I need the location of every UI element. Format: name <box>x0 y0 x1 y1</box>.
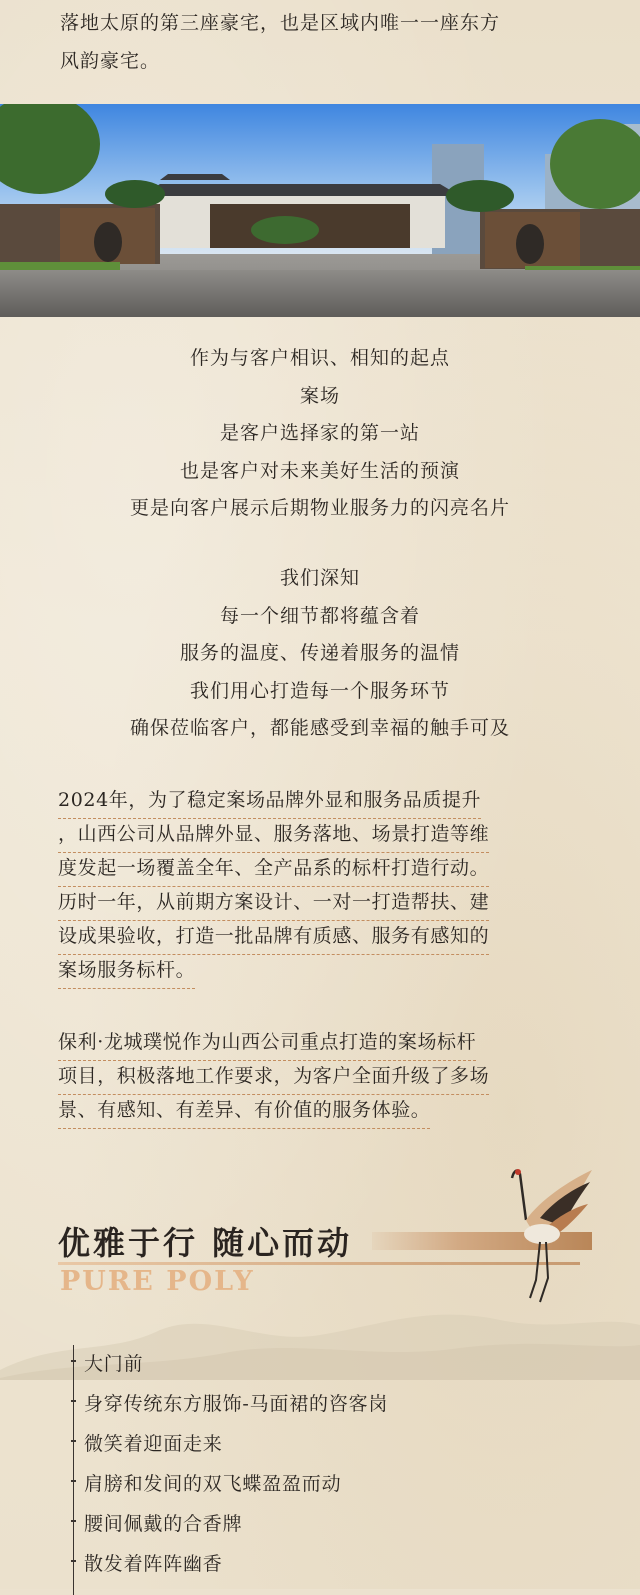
list-item-text: 散发着阵阵幽香 <box>84 1553 223 1575</box>
list-item-text: 微笑着迎面走来 <box>84 1433 223 1455</box>
poem-line: 服务的温度、传递着服务的温情 <box>179 642 460 664</box>
paragraph-line: 项目，积极落地工作要求，为客户全面升级了多场 <box>58 1060 489 1095</box>
list-tick <box>71 1440 76 1442</box>
list-item-text: 腰间佩戴的合香牌 <box>84 1513 243 1535</box>
list-item <box>84 1344 604 1384</box>
poem-line: 更是向客户展示后期物业服务力的闪亮名片 <box>129 497 510 519</box>
list-timeline-line <box>73 1345 74 1595</box>
list-tick <box>71 1520 76 1522</box>
poem-line: 作为与客户相识、相知的起点 <box>189 347 450 369</box>
paragraph-line: 景、有感知、有差异、有价值的服务体验。 <box>58 1094 430 1129</box>
paragraph-line: 度发起一场覆盖全年、全产品系的标杆打造行动。 <box>58 852 489 887</box>
poem-block-service <box>0 560 640 748</box>
list-tick <box>71 1560 76 1562</box>
section-subtitle: PURE POLY <box>60 1266 255 1297</box>
list-item <box>84 1544 604 1584</box>
paragraph-line: 保利·龙城璞悦作为山西公司重点打造的案场标杆 <box>58 1026 476 1061</box>
poem-block-intro <box>0 340 640 528</box>
list-item <box>84 1424 604 1464</box>
welcome-service-list <box>84 1344 604 1584</box>
list-item-text: 肩膀和发间的双飞蝶盈盈而动 <box>84 1473 342 1495</box>
section-title: 优雅于行 随心而动 <box>58 1224 353 1262</box>
intro-line: 落地太原的第三座豪宅，也是区域内唯一一座东方 <box>60 12 501 34</box>
poem-line: 每一个细节都将蕴含着 <box>219 604 420 627</box>
photo-illustration <box>0 104 640 317</box>
list-tick <box>71 1400 76 1402</box>
paragraph-line: 2024年，为了稳定案场品牌外显和服务品质提升 <box>58 784 481 819</box>
paragraph-line: ，山西公司从品牌外显、服务落地、场景打造等维 <box>58 818 489 853</box>
paragraph-line: 案场服务标杆。 <box>58 954 195 989</box>
list-item <box>84 1384 604 1424</box>
list-tick <box>71 1360 76 1362</box>
paragraph-line: 设成果验收，打造一批品牌有质感、服务有感知的 <box>58 920 489 955</box>
list-tick <box>71 1480 76 1482</box>
poem-line: 确保莅临客户，都能感受到幸福的触手可及 <box>129 717 510 739</box>
paragraph-project <box>58 1026 598 1128</box>
poem-line: 也是客户对未来美好生活的预演 <box>179 459 460 482</box>
poem-line: 我们深知 <box>279 567 360 589</box>
poem-line: 我们用心打造每一个服务环节 <box>189 679 450 702</box>
intro-text <box>60 4 600 80</box>
list-item <box>84 1464 604 1504</box>
poem-line: 案场 <box>299 384 340 407</box>
crane-icon <box>500 1160 600 1310</box>
estate-entrance-photo <box>0 104 640 317</box>
paragraph-benchmark-action <box>58 784 598 988</box>
list-item-text: 身穿传统东方服饰-马面裙的咨客岗 <box>84 1393 389 1415</box>
list-item-text: 大门前 <box>84 1353 144 1375</box>
list-item <box>84 1504 604 1544</box>
intro-line: 风韵豪宅。 <box>60 50 161 72</box>
paragraph-line: 历时一年，从前期方案设计、一对一打造帮扶、建 <box>58 886 489 921</box>
poem-line: 是客户选择家的第一站 <box>219 422 420 444</box>
